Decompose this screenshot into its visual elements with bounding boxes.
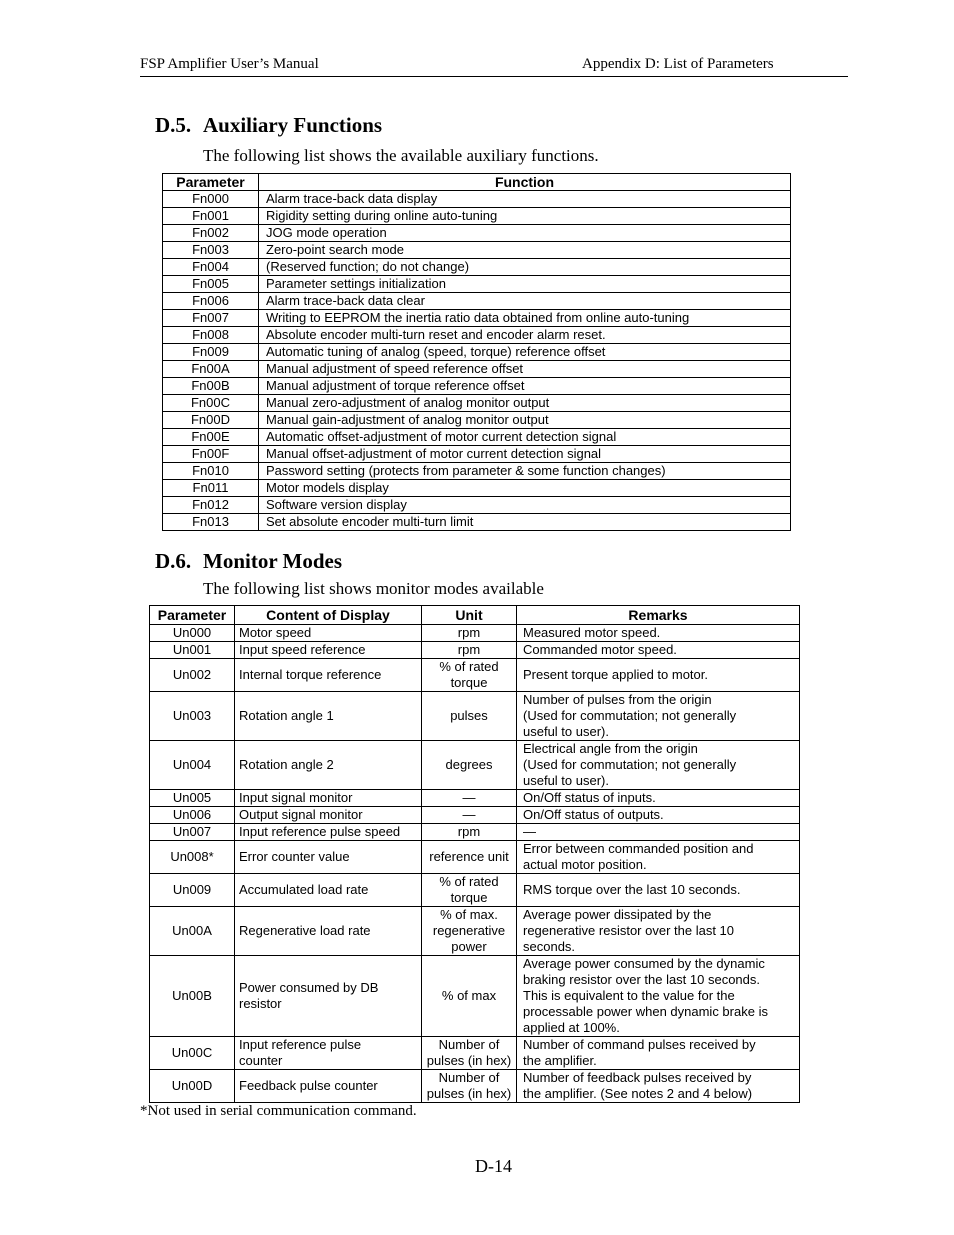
table-row: [150, 907, 800, 956]
aux-functions-table: [162, 173, 791, 531]
parameter-cell: Fn00E: [163, 429, 259, 446]
content-cell: Input reference pulse speed: [235, 824, 422, 841]
table-row: [150, 1037, 800, 1070]
function-cell: Motor models display: [259, 480, 791, 497]
table-row: [150, 874, 800, 907]
table-row: [150, 625, 800, 642]
table-row: [163, 327, 791, 344]
parameter-cell: Fn006: [163, 293, 259, 310]
table-row: [150, 741, 800, 790]
function-cell: Alarm trace-back data clear: [259, 293, 791, 310]
remarks-cell: Error between commanded position and actual motor position.: [517, 841, 800, 874]
remarks-cell: On/Off status of inputs.: [517, 790, 800, 807]
table-row: [163, 429, 791, 446]
parameter-cell: Fn009: [163, 344, 259, 361]
parameter-cell: Un00A: [150, 907, 235, 956]
table-row: [163, 191, 791, 208]
function-cell: Software version display: [259, 497, 791, 514]
content-cell: Input reference pulse counter: [235, 1037, 422, 1070]
parameter-cell: Un003: [150, 692, 235, 741]
parameter-cell: Fn007: [163, 310, 259, 327]
function-cell: Zero-point search mode: [259, 242, 791, 259]
parameter-cell: Un004: [150, 741, 235, 790]
function-cell: Parameter settings initialization: [259, 276, 791, 293]
parameter-cell: Un001: [150, 642, 235, 659]
table-row: [150, 956, 800, 1037]
parameter-cell: Fn002: [163, 225, 259, 242]
table-row: [163, 378, 791, 395]
parameter-cell: Un005: [150, 790, 235, 807]
parameter-cell: Un009: [150, 874, 235, 907]
table-header-row: [150, 606, 800, 625]
remarks-cell: Average power consumed by the dynamic braking resistor over the last 10 seconds. This is equivalent to the value for the processable power when dynamic brake is applied at 100%.: [517, 956, 800, 1037]
table-row: [150, 807, 800, 824]
table-row: [163, 208, 791, 225]
function-cell: Password setting (protects from parameter & some function changes): [259, 463, 791, 480]
parameter-cell: Fn000: [163, 191, 259, 208]
function-cell: Set absolute encoder multi-turn limit: [259, 514, 791, 531]
remarks-cell: Present torque applied to motor.: [517, 659, 800, 692]
unit-cell: rpm: [422, 642, 517, 659]
parameter-cell: Un002: [150, 659, 235, 692]
column-header-parameter: Parameter: [150, 606, 235, 625]
section-number: D.6.: [155, 549, 192, 573]
column-header-function: Function: [259, 174, 791, 191]
section-heading-aux: [155, 113, 382, 138]
parameter-cell: Un00C: [150, 1037, 235, 1070]
table-row: [150, 1070, 800, 1103]
monitor-modes-table: [149, 605, 800, 1103]
parameter-cell: Fn008: [163, 327, 259, 344]
remarks-cell: Commanded motor speed.: [517, 642, 800, 659]
table-row: [163, 514, 791, 531]
unit-cell: Number of pulses (in hex): [422, 1037, 517, 1070]
remarks-cell: Number of command pulses received by the amplifier.: [517, 1037, 800, 1070]
parameter-cell: Fn00F: [163, 446, 259, 463]
table-row: [163, 259, 791, 276]
parameter-cell: Un006: [150, 807, 235, 824]
header-manual-title: FSP Amplifier User’s Manual: [140, 56, 319, 72]
remarks-cell: —: [517, 824, 800, 841]
parameter-cell: Un007: [150, 824, 235, 841]
table-row: [163, 344, 791, 361]
function-cell: Automatic offset-adjustment of motor current detection signal: [259, 429, 791, 446]
table-row: [150, 692, 800, 741]
table-row: [150, 824, 800, 841]
table-row: [150, 642, 800, 659]
page-header: [140, 56, 848, 77]
table-row: [150, 841, 800, 874]
content-cell: Regenerative load rate: [235, 907, 422, 956]
unit-cell: reference unit: [422, 841, 517, 874]
function-cell: Manual zero-adjustment of analog monitor output: [259, 395, 791, 412]
content-cell: Internal torque reference: [235, 659, 422, 692]
column-header-content: Content of Display: [235, 606, 422, 625]
remarks-cell: On/Off status of outputs.: [517, 807, 800, 824]
table-row: [163, 412, 791, 429]
table-row: [163, 225, 791, 242]
parameter-cell: Fn00D: [163, 412, 259, 429]
parameter-cell: Fn011: [163, 480, 259, 497]
unit-cell: % of rated torque: [422, 659, 517, 692]
content-cell: Motor speed: [235, 625, 422, 642]
unit-cell: rpm: [422, 824, 517, 841]
parameter-cell: Fn004: [163, 259, 259, 276]
content-cell: Rotation angle 2: [235, 741, 422, 790]
parameter-cell: Fn013: [163, 514, 259, 531]
parameter-cell: Un008*: [150, 841, 235, 874]
section-title: Auxiliary Functions: [203, 113, 383, 137]
unit-cell: pulses: [422, 692, 517, 741]
parameter-cell: Fn012: [163, 497, 259, 514]
section-intro-aux: The following list shows the available auxiliary functions.: [203, 146, 599, 165]
table-row: [150, 659, 800, 692]
function-cell: Automatic tuning of analog (speed, torque) reference offset: [259, 344, 791, 361]
table-row: [150, 790, 800, 807]
table-row: [163, 446, 791, 463]
unit-cell: —: [422, 790, 517, 807]
content-cell: Power consumed by DB resistor: [235, 956, 422, 1037]
content-cell: Rotation angle 1: [235, 692, 422, 741]
parameter-cell: Un00B: [150, 956, 235, 1037]
function-cell: (Reserved function; do not change): [259, 259, 791, 276]
content-cell: Error counter value: [235, 841, 422, 874]
function-cell: Alarm trace-back data display: [259, 191, 791, 208]
remarks-cell: Number of pulses from the origin (Used for commutation; not generally useful to user).: [517, 692, 800, 741]
parameter-cell: Fn003: [163, 242, 259, 259]
header-appendix-title: Appendix D: List of Parameters: [582, 56, 774, 72]
function-cell: Writing to EEPROM the inertia ratio data obtained from online auto-tuning: [259, 310, 791, 327]
table-row: [163, 276, 791, 293]
content-cell: Feedback pulse counter: [235, 1070, 422, 1103]
table-row: [163, 310, 791, 327]
function-cell: Manual adjustment of torque reference offset: [259, 378, 791, 395]
function-cell: Absolute encoder multi-turn reset and encoder alarm reset.: [259, 327, 791, 344]
remarks-cell: RMS torque over the last 10 seconds.: [517, 874, 800, 907]
table-row: [163, 463, 791, 480]
table-row: [163, 497, 791, 514]
parameter-cell: Fn010: [163, 463, 259, 480]
remarks-cell: Electrical angle from the origin (Used for commutation; not generally useful to user).: [517, 741, 800, 790]
section-heading-monitor: [155, 549, 342, 574]
function-cell: JOG mode operation: [259, 225, 791, 242]
parameter-cell: Fn001: [163, 208, 259, 225]
table-header-row: [163, 174, 791, 191]
monitor-table-body: [150, 625, 800, 1103]
content-cell: Input signal monitor: [235, 790, 422, 807]
section-number: D.5.: [155, 113, 192, 137]
table-row: [163, 293, 791, 310]
function-cell: Manual adjustment of speed reference offset: [259, 361, 791, 378]
unit-cell: rpm: [422, 625, 517, 642]
function-cell: Rigidity setting during online auto-tuning: [259, 208, 791, 225]
table-row: [163, 480, 791, 497]
remarks-cell: Average power dissipated by the regenerative resistor over the last 10 seconds.: [517, 907, 800, 956]
table-row: [163, 242, 791, 259]
unit-cell: degrees: [422, 741, 517, 790]
parameter-cell: Un00D: [150, 1070, 235, 1103]
remarks-cell: Measured motor speed.: [517, 625, 800, 642]
parameter-cell: Un000: [150, 625, 235, 642]
parameter-cell: Fn005: [163, 276, 259, 293]
table-row: [163, 361, 791, 378]
aux-table-body: [163, 191, 791, 531]
parameter-cell: Fn00B: [163, 378, 259, 395]
column-header-parameter: Parameter: [163, 174, 259, 191]
content-cell: Input speed reference: [235, 642, 422, 659]
section-title: Monitor Modes: [203, 549, 343, 573]
unit-cell: % of max. regenerative power: [422, 907, 517, 956]
section-intro-monitor: The following list shows monitor modes available: [203, 579, 544, 598]
parameter-cell: Fn00C: [163, 395, 259, 412]
parameter-cell: Fn00A: [163, 361, 259, 378]
content-cell: Accumulated load rate: [235, 874, 422, 907]
function-cell: Manual gain-adjustment of analog monitor output: [259, 412, 791, 429]
unit-cell: % of rated torque: [422, 874, 517, 907]
unit-cell: —: [422, 807, 517, 824]
unit-cell: % of max: [422, 956, 517, 1037]
page-number: D-14: [475, 1156, 512, 1176]
content-cell: Output signal monitor: [235, 807, 422, 824]
column-header-unit: Unit: [422, 606, 517, 625]
function-cell: Manual offset-adjustment of motor current detection signal: [259, 446, 791, 463]
table-row: [163, 395, 791, 412]
unit-cell: Number of pulses (in hex): [422, 1070, 517, 1103]
column-header-remarks: Remarks: [517, 606, 800, 625]
remarks-cell: Number of feedback pulses received by the amplifier. (See notes 2 and 4 below): [517, 1070, 800, 1103]
footnote: *Not used in serial communication command.: [140, 1103, 417, 1119]
